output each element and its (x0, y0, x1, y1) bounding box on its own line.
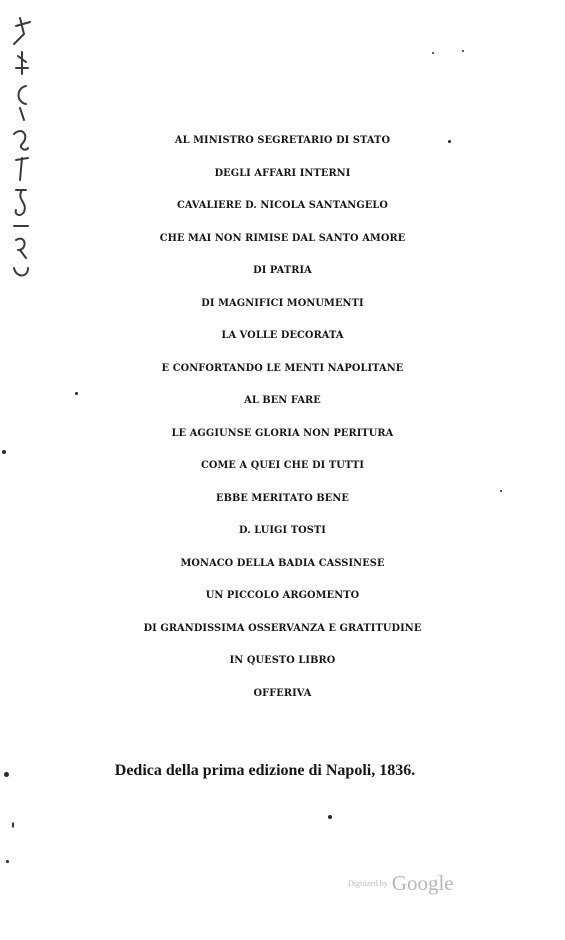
ink-speck (432, 52, 434, 54)
dedication-line: DI MAGNIFICI MONUMENTI (201, 297, 364, 309)
watermark-brand: Google (391, 871, 454, 895)
dedication-line: CHE MAI NON RIMISE DAL SANTO AMORE (159, 232, 406, 244)
ink-speck (12, 822, 14, 828)
dedication-line: AL MINISTRO SEGRETARIO DI STATO (174, 135, 391, 146)
dedication-line: DI PATRIA (253, 265, 312, 276)
dedication-line: CAVALIERE D. NICOLA SANTANGELO (176, 200, 389, 211)
dedication-line: LE AGGIUNSE GLORIA NON PERITURA (171, 427, 394, 439)
dedication-line: UN PICCOLO ARGOMENTO (205, 590, 360, 601)
dedication-line: DI GRANDISSIMA OSSERVANZA E GRATITUDINE (143, 622, 422, 634)
edition-note: Dedica della prima edizione di Napoli, 1836. (114, 762, 416, 779)
ink-speck (462, 50, 464, 52)
dedication-line: DEGLI AFFARI INTERNI (214, 167, 351, 179)
digitized-watermark (348, 871, 478, 897)
ink-speck (2, 450, 6, 454)
dedication-line: OFFERIVA (253, 687, 312, 699)
ink-speck (448, 140, 451, 143)
dedication-line: COME A QUEI CHE DI TUTTI (200, 460, 365, 471)
ink-speck (328, 815, 332, 819)
ink-speck (4, 772, 9, 777)
dedication-line: EBBE MERITATO BENE (216, 492, 349, 504)
watermark-prefix: Digitized by (348, 879, 388, 888)
dedication-line: AL BEN FARE (244, 395, 321, 406)
dedication-block (0, 125, 565, 710)
dedication-line: MONACO DELLA BADIA CASSINESE (180, 557, 385, 569)
dedication-line: IN QUESTO LIBRO (229, 655, 336, 666)
dedication-line: LA VOLLE DECORATA (221, 330, 344, 341)
ink-speck (500, 490, 502, 492)
dedication-line: E CONFORTANDO LE MENTI NAPOLITANE (161, 362, 404, 374)
ink-speck (6, 860, 9, 863)
dedication-line: D. LUIGI TOSTI (239, 525, 326, 536)
ink-speck (75, 392, 78, 395)
